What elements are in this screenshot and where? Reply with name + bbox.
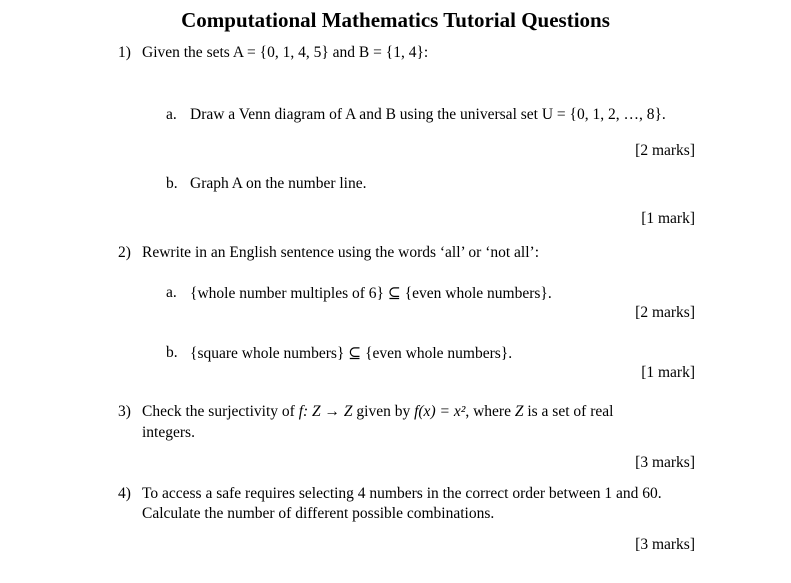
question-4-marks: [3 marks] (635, 536, 695, 553)
question-1b-letter: b. (166, 175, 178, 192)
question-1a-marks: [2 marks] (635, 142, 695, 159)
question-3-math-map: f: Z → Z (298, 403, 353, 420)
question-1b-text: Graph A on the number line. (190, 175, 367, 192)
question-4-text-line1: To access a safe requires selecting 4 numbers in the correct order between 1 and 60. (142, 485, 662, 502)
question-3-text-line1 (142, 403, 613, 421)
question-4-number: 4) (118, 485, 131, 502)
page-title: Computational Mathematics Tutorial Questions (181, 8, 610, 32)
question-2-text: Rewrite in an English sentence using the words ‘all’ or ‘not all’: (142, 244, 540, 261)
question-3-text-suffix: is a set of real (523, 403, 614, 420)
question-3-math-function: f(x) = x² (414, 403, 466, 420)
question-1a-text: Draw a Venn diagram of A and B using the universal set U = {0, 1, 2, …, 8}. (190, 106, 666, 123)
question-3-text-line2: integers. (142, 424, 195, 441)
question-2-number: 2) (118, 244, 131, 261)
question-2b-letter: b. (166, 344, 178, 361)
question-1-number: 1) (118, 44, 131, 61)
question-3-text-prefix: Check the surjectivity of (142, 403, 299, 420)
question-2a-letter: a. (166, 284, 177, 301)
question-1b-marks: [1 mark] (641, 210, 695, 227)
question-2a-marks: [2 marks] (635, 304, 695, 321)
question-2a-text: {whole number multiples of 6} ⊆ {even whole numbers}. (190, 285, 552, 302)
question-3-marks: [3 marks] (635, 454, 695, 471)
question-1-text: Given the sets A = {0, 1, 4, 5} and B = {1, 4}: (142, 44, 429, 61)
question-2b-marks: [1 mark] (641, 364, 695, 381)
question-3-math-z: Z (514, 403, 524, 420)
question-3-number: 3) (118, 403, 131, 420)
question-1a-letter: a. (166, 106, 177, 123)
question-4-text-line2: Calculate the number of different possible combinations. (142, 505, 495, 522)
question-3-text-mid2: , where (465, 403, 515, 420)
question-2b-text: {square whole numbers} ⊆ {even whole numbers}. (190, 345, 513, 362)
question-3-text-mid: given by (352, 403, 415, 420)
